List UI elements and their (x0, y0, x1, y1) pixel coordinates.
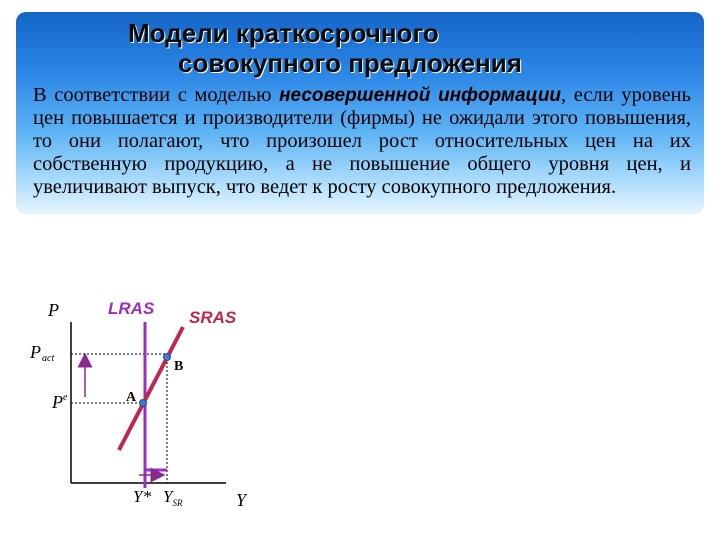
p-act-label: Pact (30, 342, 55, 364)
y-sr-label: $Y_{SR}$ (163, 487, 183, 508)
point-a-label: A (126, 390, 137, 405)
lras-label: LRAS (108, 299, 155, 318)
point-b (164, 354, 171, 361)
title-line-1: Модели краткосрочного (128, 18, 439, 48)
title-line-2: совокупного предложения (178, 48, 522, 78)
axis-x-label: Y (236, 490, 247, 510)
sras-label: SRAS (189, 308, 237, 327)
point-b-label: B (174, 359, 184, 374)
point-a (140, 400, 147, 407)
sras-line (119, 327, 183, 450)
y-star-label: Y* (133, 487, 151, 506)
p-e-label: $P^e$ (52, 392, 68, 412)
axis-y-label: P (48, 300, 59, 320)
para-before: В соответствии с моделью (33, 84, 280, 106)
para-emphasis: несовершенной информации (279, 85, 562, 106)
para-after: , если уровень цен повышается и производители (фирмы) не ожидали этого повышения, то они полагают, что произошел рост относительных цен на их собственную продукцию, а не повышение общего уровня цен, и увеличивают выпуск, что ведет к росту совокупного предложения. (33, 84, 691, 198)
